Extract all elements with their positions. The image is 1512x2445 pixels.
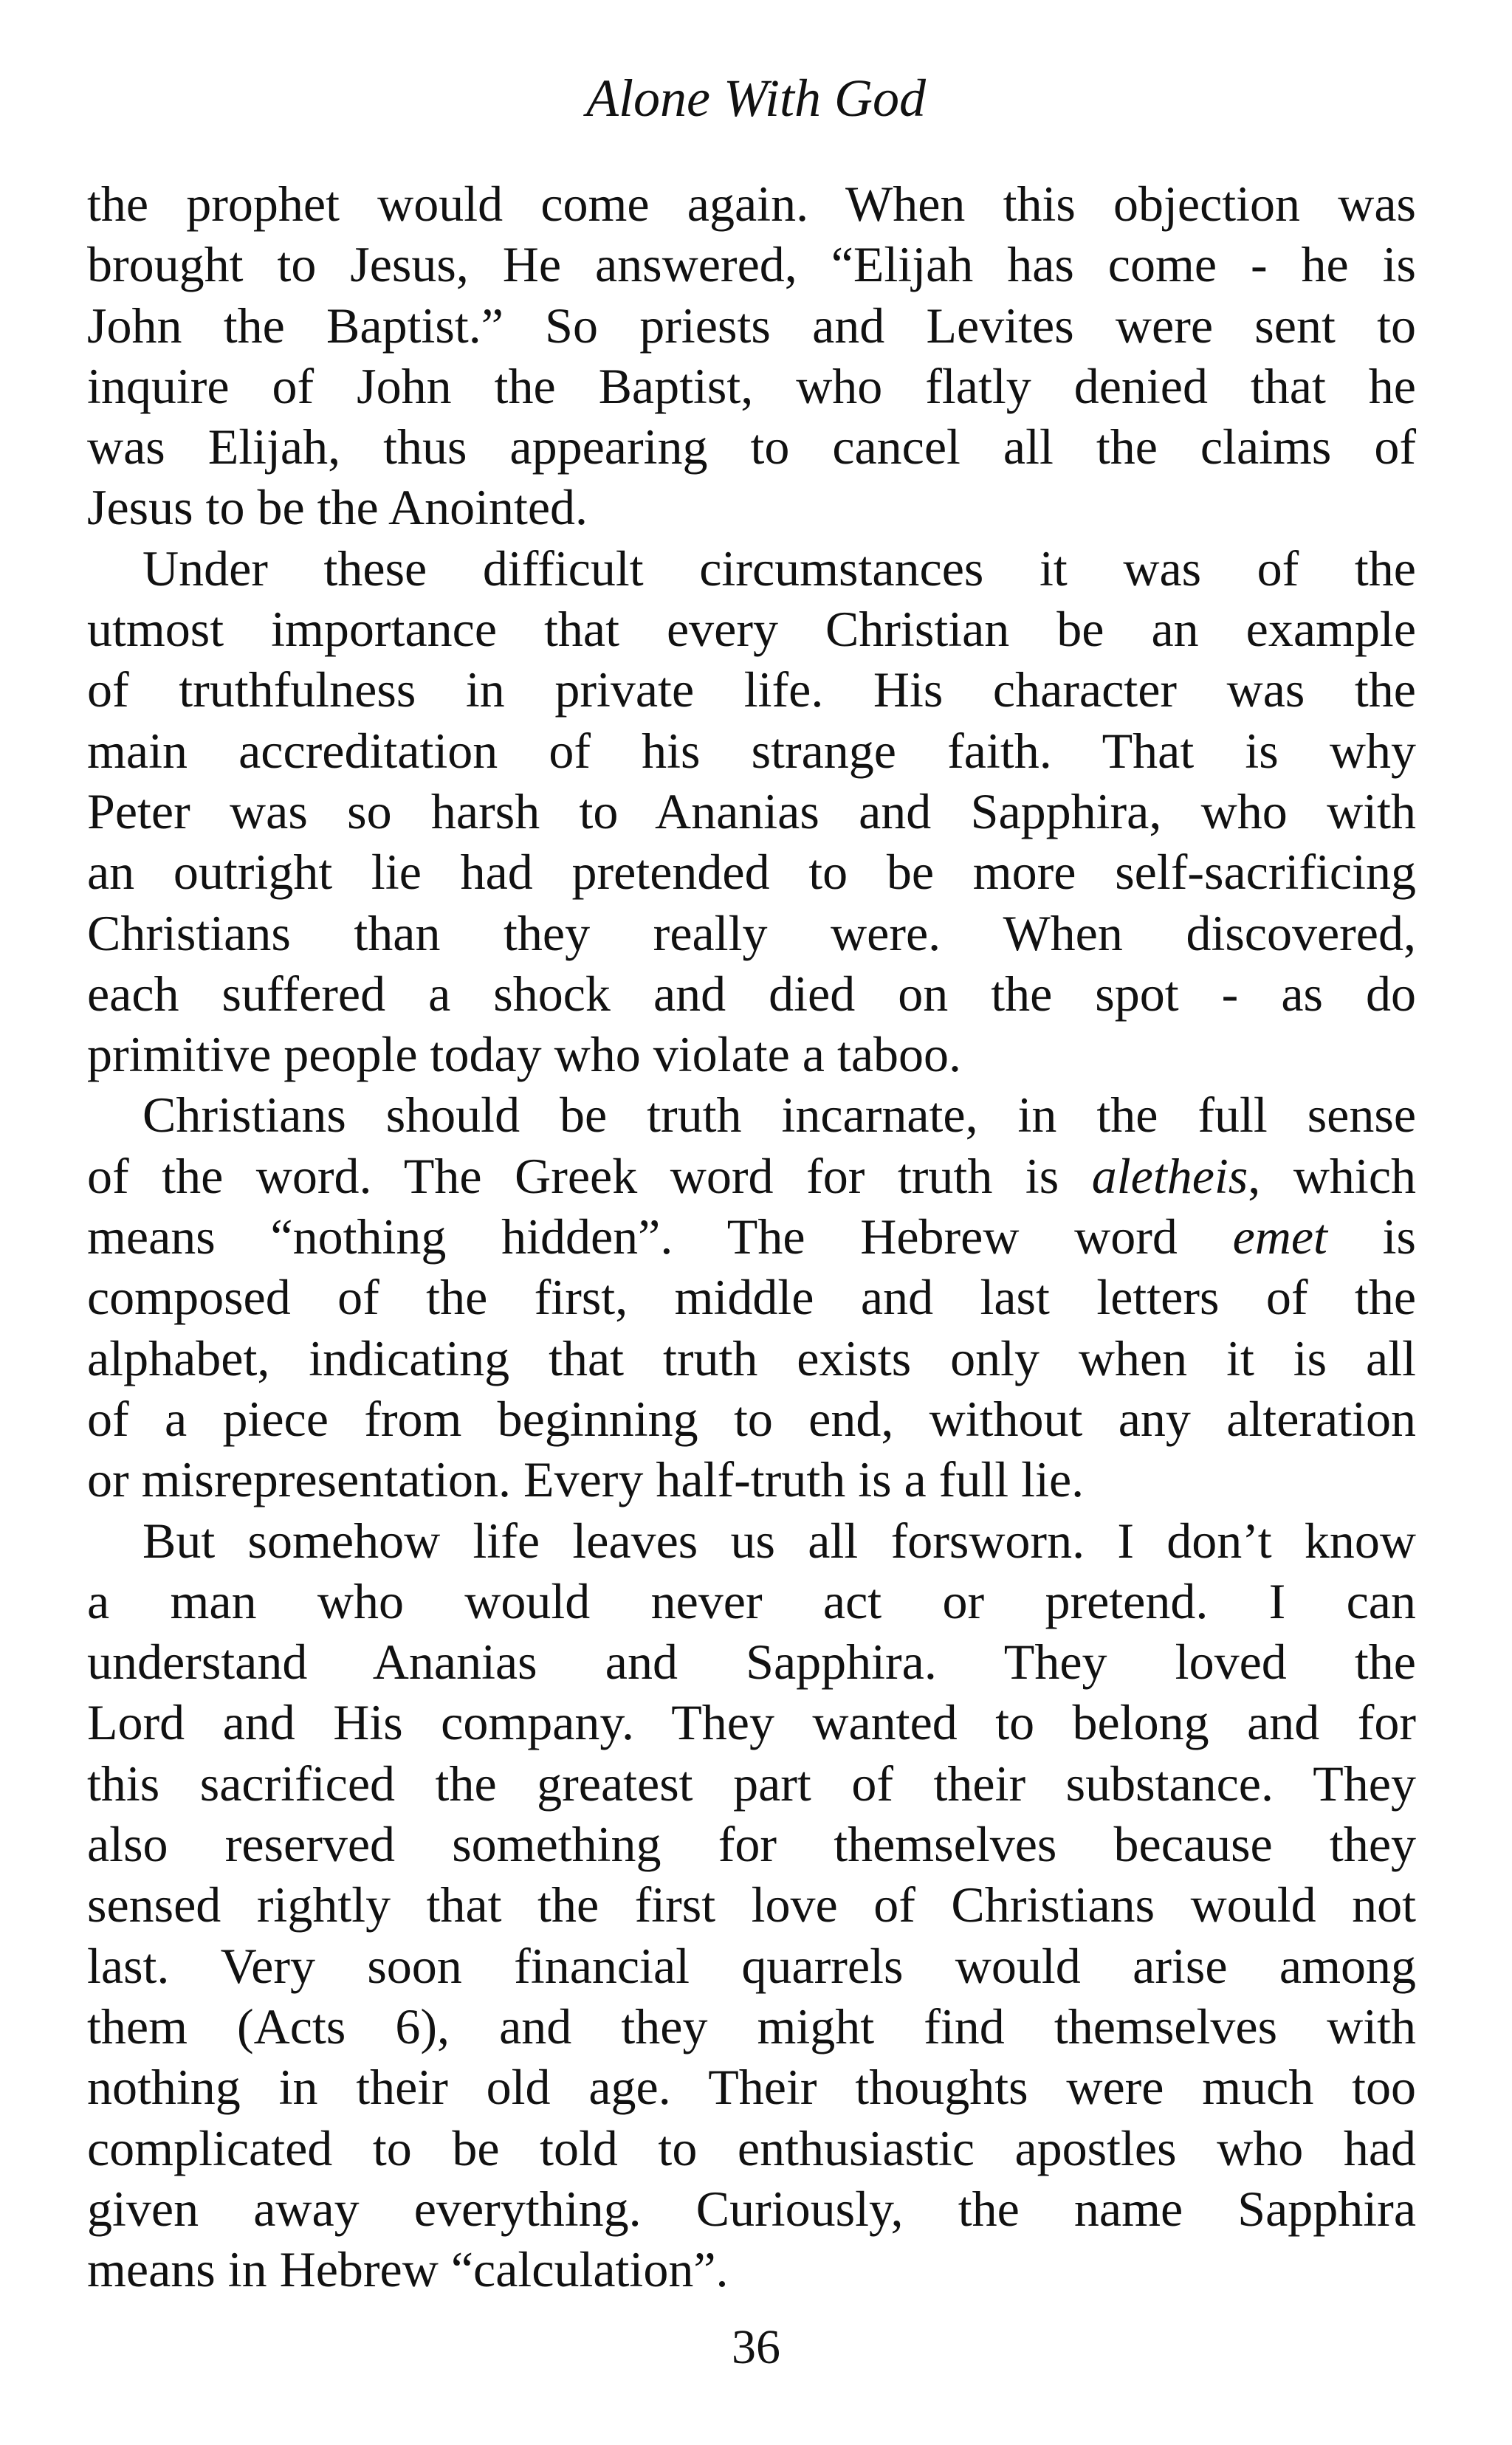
text-line: Christians should be truth incarnate, in the full sense — [142, 1087, 1416, 1144]
text-line: composed of the first, middle and last letters of the — [87, 1269, 1416, 1326]
text-line: of a piece from beginning to end, without any alteration — [87, 1390, 1416, 1447]
text-line: or misrepresentation. Every half-truth is a full lie. — [87, 1451, 1085, 1508]
text-line: means in Hebrew “calculation”. — [87, 2241, 729, 2298]
text-line: this sacrificed the greatest part of their substance. They — [87, 1755, 1416, 1812]
page-number: 36 — [732, 2320, 780, 2374]
running-head: Alone With God — [586, 69, 926, 128]
text-line: of the word. The Greek word for truth is aletheis, which — [87, 1147, 1417, 1204]
text-line: But somehow life leaves us all forsworn. I don’t know — [142, 1512, 1416, 1569]
text-line: Christians than they really were. When discovered, — [87, 904, 1416, 961]
text-line: brought to Jesus, He answered, “Elijah has come - he is — [87, 236, 1416, 293]
text-line: a man who would never act or pretend. I can — [87, 1572, 1416, 1629]
body-text — [87, 173, 1416, 2300]
text-line: each suffered a shock and died on the spot - as do — [87, 965, 1416, 1022]
text-line: utmost importance that every Christian be an example — [87, 601, 1416, 658]
text-line: an outright lie had pretended to be more self-sacrificing — [87, 844, 1416, 901]
text-line: the prophet would come again. When this objection was — [87, 176, 1416, 232]
text-line: understand Ananias and Sapphira. They loved the — [87, 1634, 1416, 1691]
text-line: complicated to be told to enthusiastic apostles who had — [87, 2119, 1416, 2176]
text-line: Peter was so harsh to Ananias and Sapphira, who with — [87, 783, 1416, 839]
text-line: given away everything. Curiously, the name Sapphira — [87, 2180, 1416, 2237]
text-line: them (Acts 6), and they might find themselves with — [87, 1998, 1416, 2054]
text-line: John the Baptist.” So priests and Levites were sent to — [87, 297, 1416, 354]
text-line: Jesus to be the Anointed. — [87, 479, 588, 536]
text-line: primitive people today who violate a taboo. — [87, 1026, 962, 1083]
text-line: Under these difficult circumstances it was of the — [142, 540, 1416, 596]
text-line: Lord and His company. They wanted to belong and for — [87, 1694, 1416, 1751]
text-line: also reserved something for themselves because they — [87, 1816, 1416, 1873]
text-line: inquire of John the Baptist, who flatly denied that he — [87, 357, 1416, 414]
text-line: last. Very soon financial quarrels would arise among — [87, 1937, 1416, 1994]
text-line: alphabet, indicating that truth exists only when it is all — [87, 1330, 1416, 1386]
text-line: means “nothing hidden”. The Hebrew word emet is — [87, 1208, 1417, 1265]
text-line: of truthfulness in private life. His character was the — [87, 661, 1416, 718]
text-line: nothing in their old age. Their thoughts were much too — [87, 2059, 1416, 2116]
text-line: sensed rightly that the first love of Christians would not — [87, 1877, 1416, 1933]
text-line: was Elijah, thus appearing to cancel all the claims of — [87, 419, 1416, 475]
text-line: main accreditation of his strange faith. That is why — [87, 722, 1416, 779]
